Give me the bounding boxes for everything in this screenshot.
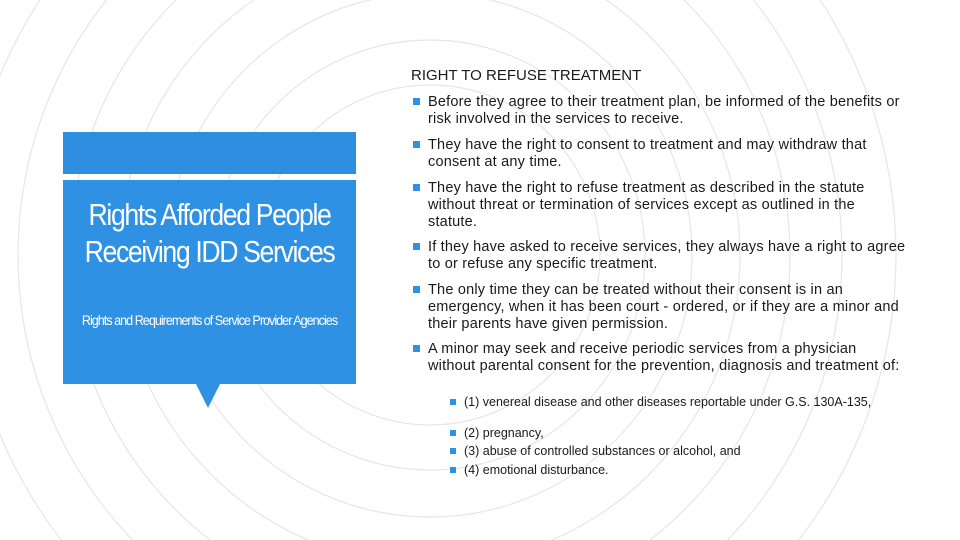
bullet-text: Before they agree to their treatment plan, be informed of the benefits or risk involved in the services to receive.	[428, 94, 900, 127]
bullet-marker-icon	[413, 243, 420, 250]
bullet-item	[411, 137, 907, 171]
bullet-marker-icon	[413, 98, 420, 105]
accent-strip	[63, 132, 356, 174]
bullet-marker-icon	[413, 286, 420, 293]
bullet-text: A minor may seek and receive periodic services from a physician without parental consent for the prevention, diagnosis and treatment of:	[428, 341, 900, 374]
bullet-text: The only time they can be treated without their consent is in an emergency, when it has been court - ordered, or if they are a minor and their parents have given permission.	[428, 282, 899, 332]
sub-bullet-item	[448, 444, 888, 458]
bullet-marker-icon	[413, 141, 420, 148]
bullet-marker-icon	[413, 184, 420, 191]
sub-bullet-text: (2) pregnancy,	[464, 426, 544, 440]
sub-bullet-text: (1) venereal disease and other diseases reportable under G.S. 130A-135,	[464, 395, 872, 409]
sub-bullet-item	[448, 395, 888, 409]
sub-bullet-marker-icon	[450, 430, 456, 436]
bullet-item	[411, 282, 907, 333]
bullet-text: They have the right to consent to treatment and may withdraw that consent at any time.	[428, 137, 867, 170]
bullet-marker-icon	[413, 345, 420, 352]
sub-bullet-text: (4) emotional disturbance.	[464, 463, 609, 477]
slide-title: Rights Afforded People Receiving IDD Services	[84, 197, 335, 269]
section-heading: RIGHT TO REFUSE TREATMENT	[411, 67, 642, 84]
sub-bullet-text: (3) abuse of controlled substances or alcohol, and	[464, 444, 741, 458]
sub-bullet-item	[448, 463, 888, 477]
bullet-text: If they have asked to receive services, they always have a right to agree to or refuse any specific treatment.	[428, 239, 906, 272]
bullet-item	[411, 239, 907, 273]
sub-bullet-marker-icon	[450, 467, 456, 473]
sub-bullet-item	[448, 426, 888, 440]
bullet-item	[411, 94, 907, 128]
sub-bullet-marker-icon	[450, 399, 456, 405]
bullet-item	[411, 341, 907, 375]
title-panel-pointer	[196, 384, 220, 408]
sub-bullet-marker-icon	[450, 448, 456, 454]
bullet-text: They have the right to refuse treatment as described in the statute without threat or termination of services except as outlined in the statute.	[428, 180, 865, 230]
bullet-item	[411, 180, 907, 231]
slide-subtitle: Rights and Requirements of Service Provider Agencies	[81, 312, 338, 328]
